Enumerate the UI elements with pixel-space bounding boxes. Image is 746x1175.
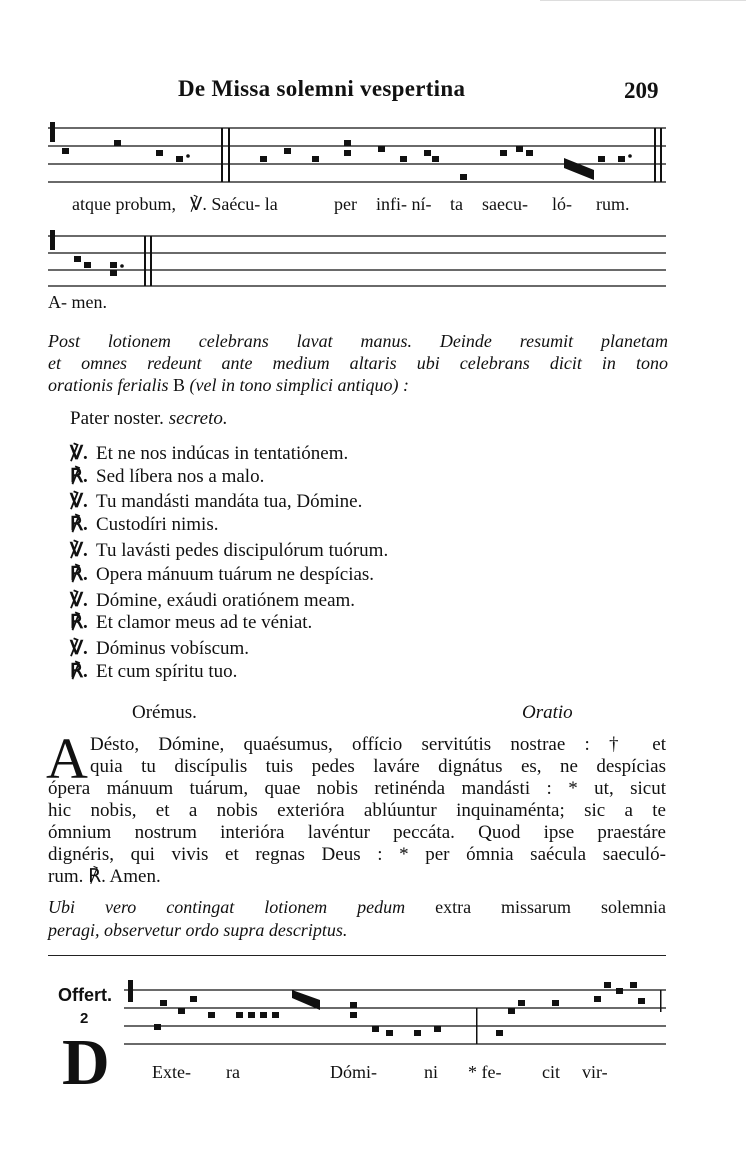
prayer-line: quia tu discípulis tuis pedes laváre dignátus es, ne despícias — [90, 756, 666, 777]
neume — [516, 146, 523, 152]
neume — [350, 1012, 357, 1018]
offertory-label: Offert. — [58, 985, 112, 1005]
versicle-text: Dómine, exáudi oratiónem meam. — [96, 590, 356, 611]
lyric-syllable: ℣. Saécu- la — [190, 194, 278, 214]
neume — [110, 270, 117, 276]
bar-line — [654, 128, 656, 182]
rubric-text: Ubi vero contingat lotionem pedum — [48, 897, 406, 917]
neume — [178, 1008, 185, 1014]
pater-noster-line — [70, 408, 228, 430]
top-edge-rule — [540, 0, 746, 1]
response-text: Opera mánuum tuárum ne despícias. — [96, 564, 375, 585]
neume — [414, 1030, 421, 1036]
rubric-line — [48, 896, 666, 919]
bar-line — [660, 990, 662, 1012]
lyric-syllable: rum. — [596, 194, 630, 214]
response-text: Custodíri nimis. — [96, 514, 219, 535]
offertory-mode-number: 2 — [80, 1010, 89, 1027]
versicle-symbol: ℣. — [70, 491, 88, 512]
response-line — [70, 660, 237, 683]
oremus-heading: Orémus. — [132, 702, 197, 723]
versicle-text: Et ne nos indúcas in tentatiónem. — [96, 443, 349, 464]
clef-c — [128, 980, 133, 1002]
page-number: 209 — [624, 78, 659, 103]
versicle-line — [70, 442, 348, 465]
neume — [638, 998, 645, 1004]
neume — [74, 256, 81, 262]
neume — [176, 156, 183, 162]
neume — [386, 1030, 393, 1036]
bar-line — [144, 236, 146, 286]
prayer-line: Désto, Dómine, quaésumus, offício servitútis nostrae : † et — [90, 734, 666, 755]
response-symbol: ℟. — [70, 661, 88, 682]
neume — [598, 156, 605, 162]
response-symbol: ℟. — [70, 612, 88, 633]
neume — [260, 1012, 267, 1018]
versicle-line — [70, 539, 388, 562]
rubric-line: peragi, observetur ordo supra descriptus. — [48, 920, 348, 940]
response-line — [70, 513, 218, 536]
bar-line — [660, 128, 662, 182]
prayer-line: dignéris, qui vivis et regnas Deus : * per ómnia saécula saeculó- — [48, 844, 666, 865]
clef-c — [50, 122, 55, 142]
response-text: Et clamor meus ad te véniat. — [96, 612, 313, 633]
rubric-text: (vel in tono simplici antiquo) : — [189, 375, 409, 395]
lyric-syllable: Exte- — [152, 1062, 191, 1082]
neume — [156, 150, 163, 156]
lyric-syllable: cit — [542, 1062, 560, 1082]
neume-porrectus — [564, 158, 594, 180]
prayer-line: hic nobis, et a nobis exterióra ablúuntur inquinaménta; sic a te — [48, 800, 666, 821]
neume — [500, 150, 507, 156]
versicle-line — [70, 490, 362, 513]
neume — [110, 262, 117, 268]
lyric-syllable: Dómi- — [330, 1062, 377, 1082]
neume — [248, 1012, 255, 1018]
versicle-symbol: ℣. — [70, 590, 88, 611]
versicle-text: Tu lavásti pedes discipulórum tuórum. — [96, 540, 389, 561]
pater-noster-note: secreto. — [168, 408, 228, 429]
response-text: Et cum spíritu tuo. — [96, 661, 238, 682]
neume — [154, 1024, 161, 1030]
rubric-instruction — [48, 330, 668, 396]
rubric-tone-letter: B — [173, 375, 186, 395]
lyric-syllable: ló- — [552, 194, 572, 214]
neume — [526, 150, 533, 156]
prayer-line: rum. ℟. Amen. — [48, 866, 161, 887]
neume — [630, 982, 637, 988]
pater-noster-text: Pater noster. — [70, 408, 164, 429]
neume — [508, 1008, 515, 1014]
lyric-syllable: vir- — [582, 1062, 608, 1082]
prayer-line: ómnium nostrum interióra lavéntur peccáta. Quod ipse praestáre — [48, 822, 666, 843]
versicle-line — [70, 637, 249, 660]
neume — [236, 1012, 243, 1018]
response-symbol: ℟. — [70, 564, 88, 585]
bar-line — [476, 1008, 478, 1044]
chant-staff-2 — [48, 226, 668, 288]
neume — [344, 150, 351, 156]
neume — [432, 156, 439, 162]
offertory-initial-letter: D — [62, 1026, 110, 1099]
rubric-line — [48, 374, 668, 396]
versicle-line — [70, 589, 355, 612]
versicle-symbol: ℣. — [70, 443, 88, 464]
oratio-label: Oratio — [522, 702, 573, 723]
response-line — [70, 563, 374, 586]
neume — [84, 262, 91, 268]
lyric-syllable: atque probum, — [72, 194, 176, 214]
prayer-line: ópera mánuum tuárum, quae nobis retinénda mandásti : * ut, sicut — [48, 778, 666, 799]
section-divider — [48, 955, 666, 956]
neume — [594, 996, 601, 1002]
page-header-title: De Missa solemni vespertina — [178, 76, 466, 101]
lyric-syllable: ni — [424, 1062, 439, 1082]
lyric-syllable: infi- ní- — [376, 194, 432, 214]
versicle-text: Dóminus vobíscum. — [96, 638, 250, 659]
neume — [400, 156, 407, 162]
bar-line — [150, 236, 152, 286]
neume — [114, 140, 121, 146]
neume — [618, 156, 625, 162]
versicle-text: Tu mandásti mandáta tua, Dómine. — [96, 491, 363, 512]
neume-porrectus — [292, 990, 320, 1010]
neume — [424, 150, 431, 156]
neume — [284, 148, 291, 154]
lyric-syllable: per — [334, 194, 357, 214]
versicle-symbol: ℣. — [70, 638, 88, 659]
lyric-syllable: * fe- — [468, 1062, 502, 1082]
chant-staff-1 — [48, 118, 668, 190]
response-line — [70, 611, 312, 634]
neume — [434, 1026, 441, 1032]
lyric-syllable: ra — [226, 1062, 240, 1082]
neume — [62, 148, 69, 154]
neume — [260, 156, 267, 162]
neume — [190, 996, 197, 1002]
neume — [372, 1026, 379, 1032]
neume — [378, 146, 385, 152]
neume — [160, 1000, 167, 1006]
neume — [460, 174, 467, 180]
clef-c — [50, 230, 55, 250]
rubric-text: extra missarum solemnia — [435, 897, 666, 917]
rubric-text: orationis ferialis — [48, 375, 169, 395]
neume — [350, 1002, 357, 1008]
lyric-syllable: saecu- — [482, 194, 528, 214]
response-symbol: ℟. — [70, 466, 88, 487]
bar-line — [221, 128, 223, 182]
offertory-staff — [124, 978, 668, 1050]
neume — [208, 1012, 215, 1018]
rubric-line: et omnes redeunt ante medium altaris ubi celebrans dicit in tono — [48, 353, 668, 373]
versicle-symbol: ℣. — [70, 540, 88, 561]
lyric-syllable: ta — [450, 194, 463, 214]
neume — [272, 1012, 279, 1018]
neume — [496, 1030, 503, 1036]
response-symbol: ℟. — [70, 514, 88, 535]
neume — [604, 982, 611, 988]
lyric-syllable: A- men. — [48, 292, 107, 312]
rubric-foot-washing — [48, 896, 666, 942]
prayer-initial-letter: A — [46, 726, 88, 791]
bar-line — [228, 128, 230, 182]
neume — [616, 988, 623, 994]
neume — [518, 1000, 525, 1006]
rubric-line: Post lotionem celebrans lavat manus. Deinde resumit planetam — [48, 331, 668, 351]
neume — [312, 156, 319, 162]
response-line — [70, 465, 264, 488]
neume — [552, 1000, 559, 1006]
response-text: Sed líbera nos a malo. — [96, 466, 265, 487]
neume — [344, 140, 351, 146]
